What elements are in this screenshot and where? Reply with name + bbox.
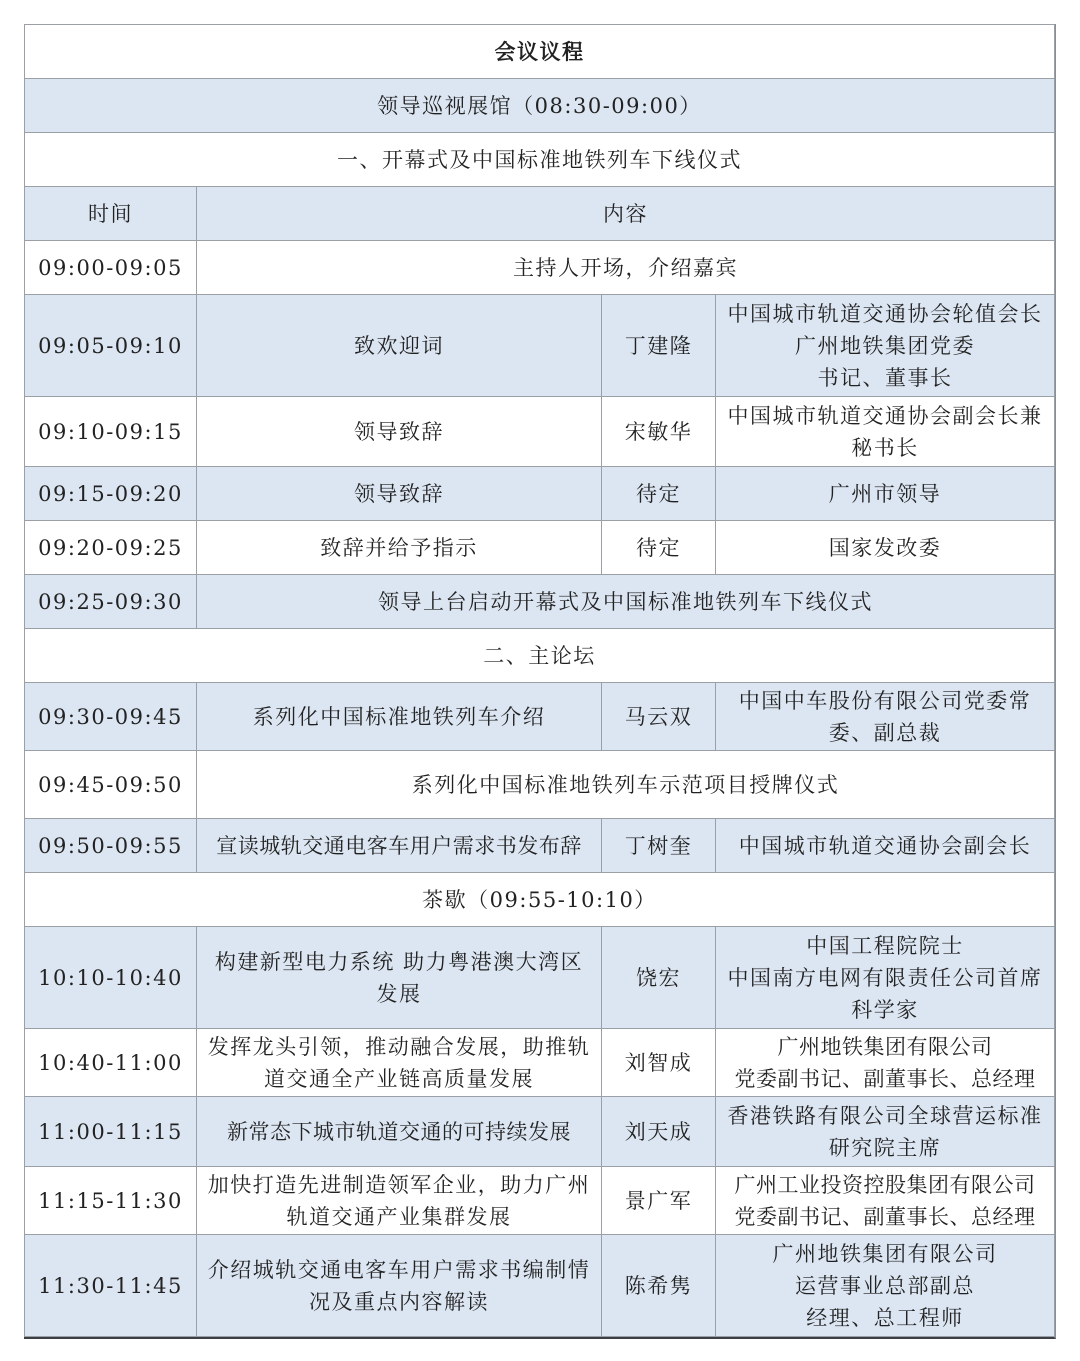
topic-cell [197, 927, 602, 1029]
content-cell: 系列化中国标准地铁列车示范项目授牌仪式 [197, 751, 1055, 819]
topic-cell: 领导致辞 [197, 467, 602, 521]
speaker-cell: 丁建隆 [602, 295, 716, 397]
table-row [25, 467, 1055, 521]
table-row [25, 751, 1055, 819]
section-2-row [25, 629, 1055, 683]
topic-cell: 领导致辞 [197, 397, 602, 467]
time-cell: 09:15-09:20 [25, 467, 197, 521]
tour-row [25, 79, 1055, 133]
topic-line: 发展 [376, 981, 422, 1006]
table-row [25, 295, 1055, 397]
table-row [25, 683, 1055, 751]
speaker-title-line: 研究院主席 [828, 1135, 942, 1160]
topic-line: 加快打造先进制造领军企业，助力广州 [207, 1172, 591, 1197]
table-row [25, 1097, 1055, 1167]
speaker-title-cell [716, 927, 1055, 1029]
agenda-table [24, 24, 1055, 1337]
speaker-cell: 陈希隽 [602, 1235, 716, 1337]
time-cell: 10:10-10:40 [25, 927, 197, 1029]
speaker-title-line: 广州地铁集团党委 [795, 333, 975, 358]
topic-line: 道交通全产业链高质量发展 [264, 1066, 534, 1091]
time-column-header: 时间 [25, 187, 197, 241]
speaker-title-line: 党委副书记、副董事长、总经理 [734, 1066, 1036, 1091]
agenda-title-row [25, 25, 1055, 79]
table-row [25, 241, 1055, 295]
agenda-frame [24, 24, 1056, 1339]
table-row [25, 397, 1055, 467]
speaker-title-line: 委、副总裁 [828, 720, 942, 745]
speaker-cell: 丁树奎 [602, 819, 716, 873]
time-cell: 11:15-11:30 [25, 1167, 197, 1235]
speaker-title-line: 香港铁路有限公司全球营运标准 [727, 1103, 1043, 1128]
time-cell: 10:40-11:00 [25, 1029, 197, 1097]
speaker-title-line: 广州地铁集团有限公司 [777, 1034, 993, 1059]
time-cell: 09:00-09:05 [25, 241, 197, 295]
speaker-title-cell [716, 521, 1055, 575]
table-row [25, 521, 1055, 575]
agenda-title: 会议议程 [25, 25, 1055, 79]
speaker-title-line: 中国城市轨道交通协会副会长 [738, 833, 1032, 858]
topic-line: 况及重点内容解读 [309, 1289, 489, 1314]
time-cell: 09:50-09:55 [25, 819, 197, 873]
speaker-title-line: 书记、董事长 [817, 365, 953, 390]
table-row [25, 1235, 1055, 1337]
table-row [25, 575, 1055, 629]
speaker-title-cell [716, 295, 1055, 397]
topic-cell [197, 1167, 602, 1235]
speaker-title-line: 国家发改委 [828, 535, 942, 560]
speaker-title-cell [716, 819, 1055, 873]
speaker-title-line: 中国工程院院士 [806, 933, 964, 958]
speaker-title-line: 中国城市轨道交通协会副会长兼 [727, 403, 1043, 428]
content-column-header: 内容 [197, 187, 1055, 241]
table-row [25, 1029, 1055, 1097]
column-header-row [25, 187, 1055, 241]
speaker-cell: 待定 [602, 467, 716, 521]
speaker-title-cell [716, 397, 1055, 467]
speaker-title-line: 中国中车股份有限公司党委常 [738, 688, 1032, 713]
tour-heading: 领导巡视展馆（08:30-09:00） [25, 79, 1055, 133]
time-cell: 09:10-09:15 [25, 397, 197, 467]
content-cell: 领导上台启动开幕式及中国标准地铁列车下线仪式 [197, 575, 1055, 629]
speaker-cell: 饶宏 [602, 927, 716, 1029]
topic-cell: 系列化中国标准地铁列车介绍 [197, 683, 602, 751]
speaker-title-cell [716, 467, 1055, 521]
speaker-cell: 景广军 [602, 1167, 716, 1235]
speaker-cell: 待定 [602, 521, 716, 575]
time-cell: 09:45-09:50 [25, 751, 197, 819]
speaker-title-cell [716, 1097, 1055, 1167]
speaker-title-line: 经理、总工程师 [806, 1305, 964, 1330]
topic-cell [197, 1029, 602, 1097]
tea-break-row [25, 873, 1055, 927]
topic-cell: 宣读城轨交通电客车用户需求书发布辞 [197, 819, 602, 873]
topic-line: 介绍城轨交通电客车用户需求书编制情 [207, 1257, 591, 1282]
topic-line: 发挥龙头引领，推动融合发展，助推轨 [207, 1034, 591, 1059]
speaker-title-line: 运营事业总部副总 [795, 1273, 975, 1298]
speaker-title-line: 中国南方电网有限责任公司首席 [727, 965, 1043, 990]
content-cell: 主持人开场，介绍嘉宾 [197, 241, 1055, 295]
table-row [25, 1167, 1055, 1235]
tea-break-heading: 茶歇（09:55-10:10） [25, 873, 1055, 927]
section-2-heading: 二、主论坛 [25, 629, 1055, 683]
speaker-cell: 宋敏华 [602, 397, 716, 467]
speaker-title-line: 广州市领导 [828, 481, 942, 506]
speaker-title-line: 广州工业投资控股集团有限公司 [734, 1172, 1036, 1197]
time-cell: 11:00-11:15 [25, 1097, 197, 1167]
section-1-row [25, 133, 1055, 187]
speaker-cell: 刘天成 [602, 1097, 716, 1167]
speaker-title-cell [716, 1167, 1055, 1235]
speaker-title-cell [716, 1235, 1055, 1337]
table-row [25, 927, 1055, 1029]
time-cell: 09:20-09:25 [25, 521, 197, 575]
time-cell: 09:25-09:30 [25, 575, 197, 629]
topic-cell [197, 1235, 602, 1337]
section-1-heading: 一、开幕式及中国标准地铁列车下线仪式 [25, 133, 1055, 187]
topic-cell: 新常态下城市轨道交通的可持续发展 [197, 1097, 602, 1167]
speaker-title-cell [716, 1029, 1055, 1097]
speaker-cell: 刘智成 [602, 1029, 716, 1097]
speaker-title-line: 广州地铁集团有限公司 [772, 1241, 998, 1266]
time-cell: 11:30-11:45 [25, 1235, 197, 1337]
speaker-title-line: 党委副书记、副董事长、总经理 [734, 1204, 1036, 1229]
topic-cell: 致欢迎词 [197, 295, 602, 397]
speaker-title-line: 秘书长 [851, 435, 919, 460]
speaker-title-cell [716, 683, 1055, 751]
speaker-title-line: 中国城市轨道交通协会轮值会长 [727, 301, 1043, 326]
speaker-title-line: 科学家 [851, 997, 919, 1022]
speaker-cell: 马云双 [602, 683, 716, 751]
topic-cell: 致辞并给予指示 [197, 521, 602, 575]
table-row [25, 819, 1055, 873]
time-cell: 09:30-09:45 [25, 683, 197, 751]
time-cell: 09:05-09:10 [25, 295, 197, 397]
topic-line: 轨道交通产业集群发展 [286, 1204, 512, 1229]
topic-line: 构建新型电力系统 助力粤港澳大湾区 [214, 949, 584, 974]
